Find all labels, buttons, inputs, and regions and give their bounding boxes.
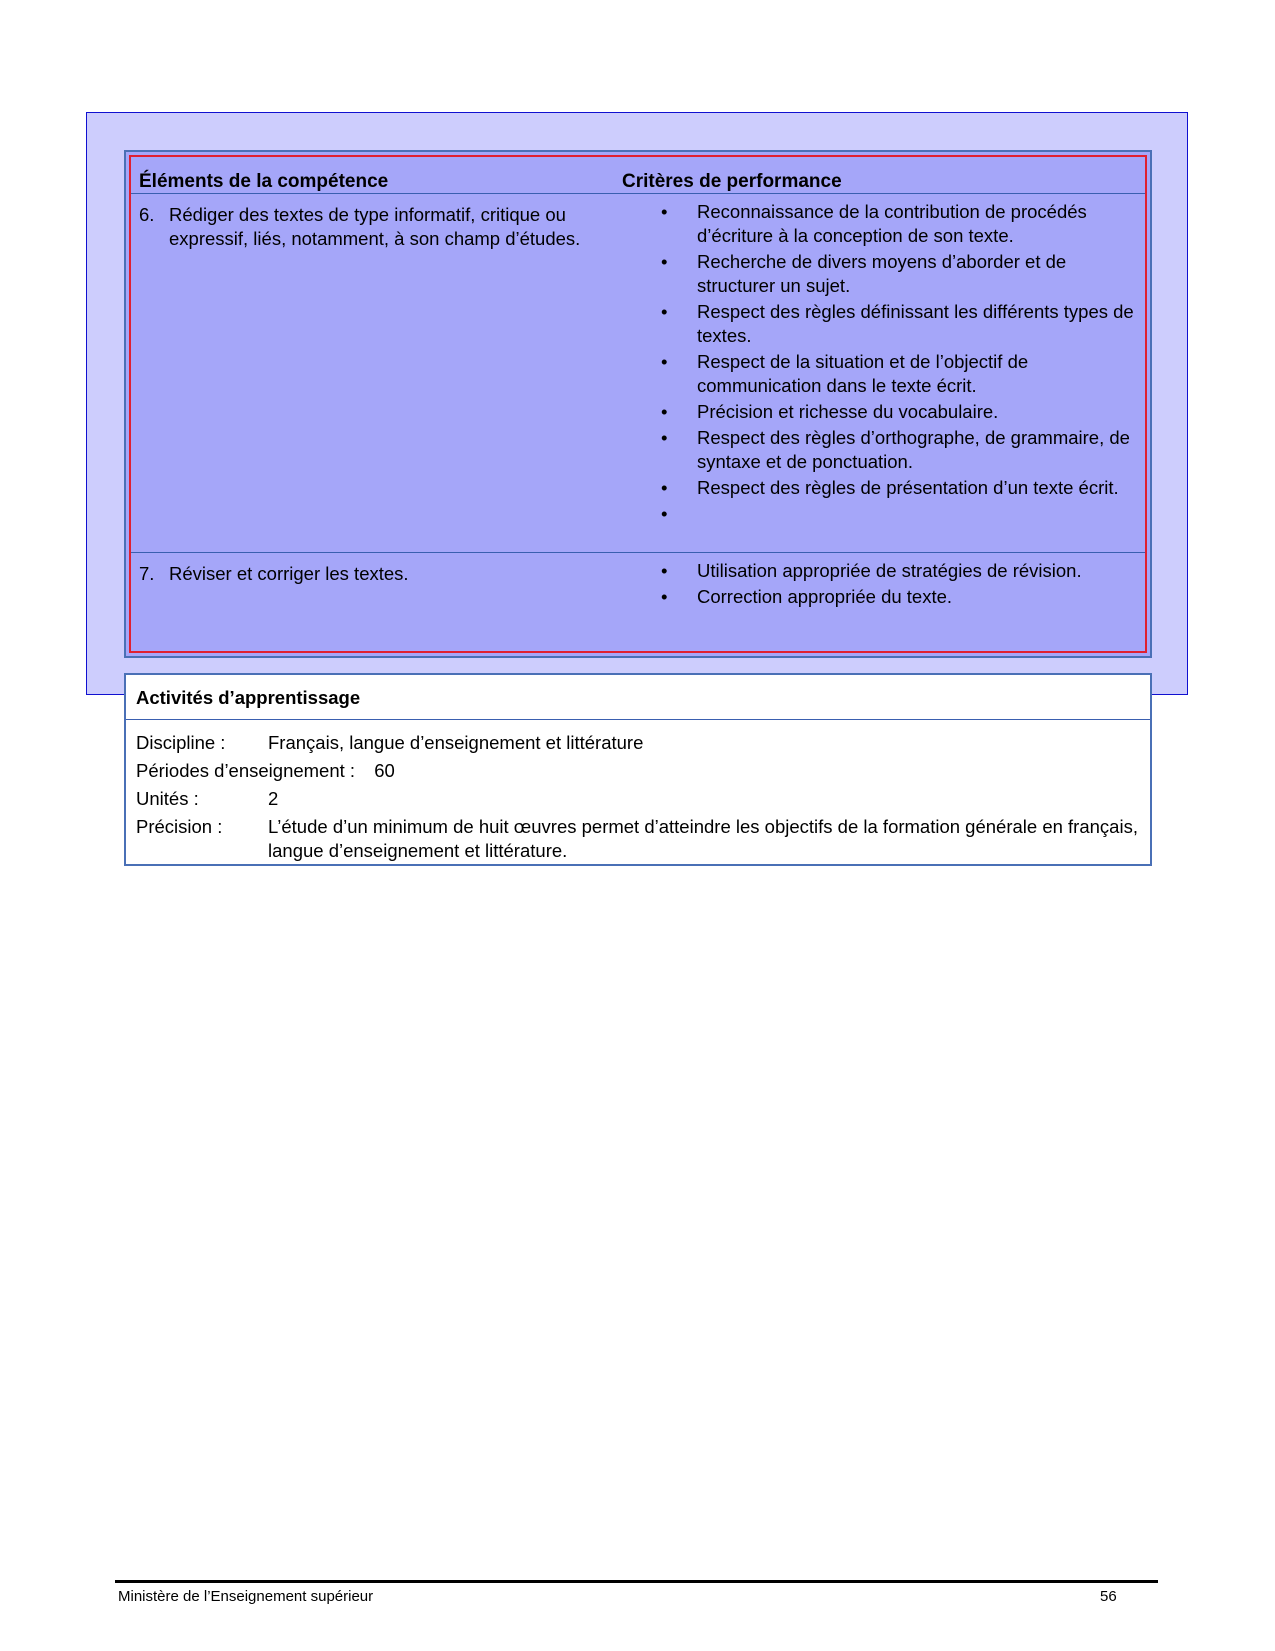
- bullet-icon: •: [661, 351, 668, 372]
- precision-label: Précision :: [136, 816, 223, 837]
- criterion-item: • Utilisation appropriée de stratégies de révision.: [661, 560, 1082, 581]
- periods-row: [136, 759, 395, 783]
- bullet-icon: •: [661, 251, 668, 272]
- footer-ministry: Ministère de l’Enseignement supérieur: [118, 1588, 374, 1605]
- criteria-list-6: [661, 200, 1137, 524]
- units-label: Unités :: [136, 788, 199, 809]
- periods-label: Périodes d’enseignement :: [136, 760, 356, 781]
- discipline-value: Français, langue d’enseignement et littérature: [268, 732, 644, 753]
- bullet-icon: •: [661, 560, 668, 581]
- precision-row: [136, 815, 222, 839]
- bullet-icon: •: [661, 401, 668, 422]
- element-number: 6.: [139, 204, 155, 225]
- criterion-item: • Respect des règles d’orthographe, de grammaire, de syntaxe et de ponctuation.: [661, 427, 1130, 472]
- footer-page-number: 56: [1100, 1588, 1117, 1605]
- element-row-7: [139, 562, 639, 586]
- bullet-icon: •: [661, 301, 668, 322]
- criterion-item: • Respect des règles de présentation d’un texte écrit.: [661, 477, 1119, 498]
- row-separator: [131, 552, 1145, 553]
- bullet-icon: •: [661, 586, 668, 607]
- criterion-item: • Recherche de divers moyens d’aborder et de structurer un sujet.: [661, 251, 1067, 296]
- competence-table: [124, 150, 1152, 658]
- header-separator: [131, 193, 1145, 194]
- periods-value: 60: [374, 760, 395, 781]
- criterion-item: • Respect des règles définissant les différents types de textes.: [661, 301, 1134, 346]
- criterion-item: • Précision et richesse du vocabulaire.: [661, 401, 999, 422]
- header-elements: Éléments de la compétence: [139, 171, 389, 192]
- criteria-list-7: [661, 559, 1137, 611]
- element-number: 7.: [139, 563, 155, 584]
- criterion-item: • Respect de la situation et de l’objectif de communication dans le texte écrit.: [661, 351, 1029, 396]
- element-text: Réviser et corriger les textes.: [169, 563, 409, 584]
- criterion-item: • Correction appropriée du texte.: [661, 586, 953, 607]
- bullet-icon: •: [661, 477, 668, 498]
- discipline-row: [136, 731, 1136, 755]
- bullet-icon: •: [661, 503, 668, 524]
- activities-separator: [126, 719, 1150, 720]
- element-text: Rédiger des textes de type informatif, critique ou expressif, liés, notamment, à son champ d’études.: [169, 204, 581, 249]
- criterion-item: • Reconnaissance de la contribution de procédés d’écriture à la conception de son texte.: [661, 201, 1087, 246]
- precision-value: L’étude d’un minimum de huit œuvres permet d’atteindre les objectifs de la formation générale en français, langue d’enseignement et littérature.: [268, 816, 1138, 861]
- competence-table-inner: [129, 155, 1147, 653]
- bullet-icon: •: [661, 427, 668, 448]
- element-row-6: [139, 203, 639, 251]
- bullet-icon: •: [661, 201, 668, 222]
- activities-box: [124, 673, 1152, 866]
- discipline-label: Discipline :: [136, 732, 226, 753]
- header-criteria: Critères de performance: [622, 171, 842, 192]
- footer-rule: [115, 1580, 1158, 1583]
- units-row: [136, 787, 1136, 811]
- activities-title: Activités d’apprentissage: [136, 687, 361, 708]
- units-value: 2: [268, 788, 279, 809]
